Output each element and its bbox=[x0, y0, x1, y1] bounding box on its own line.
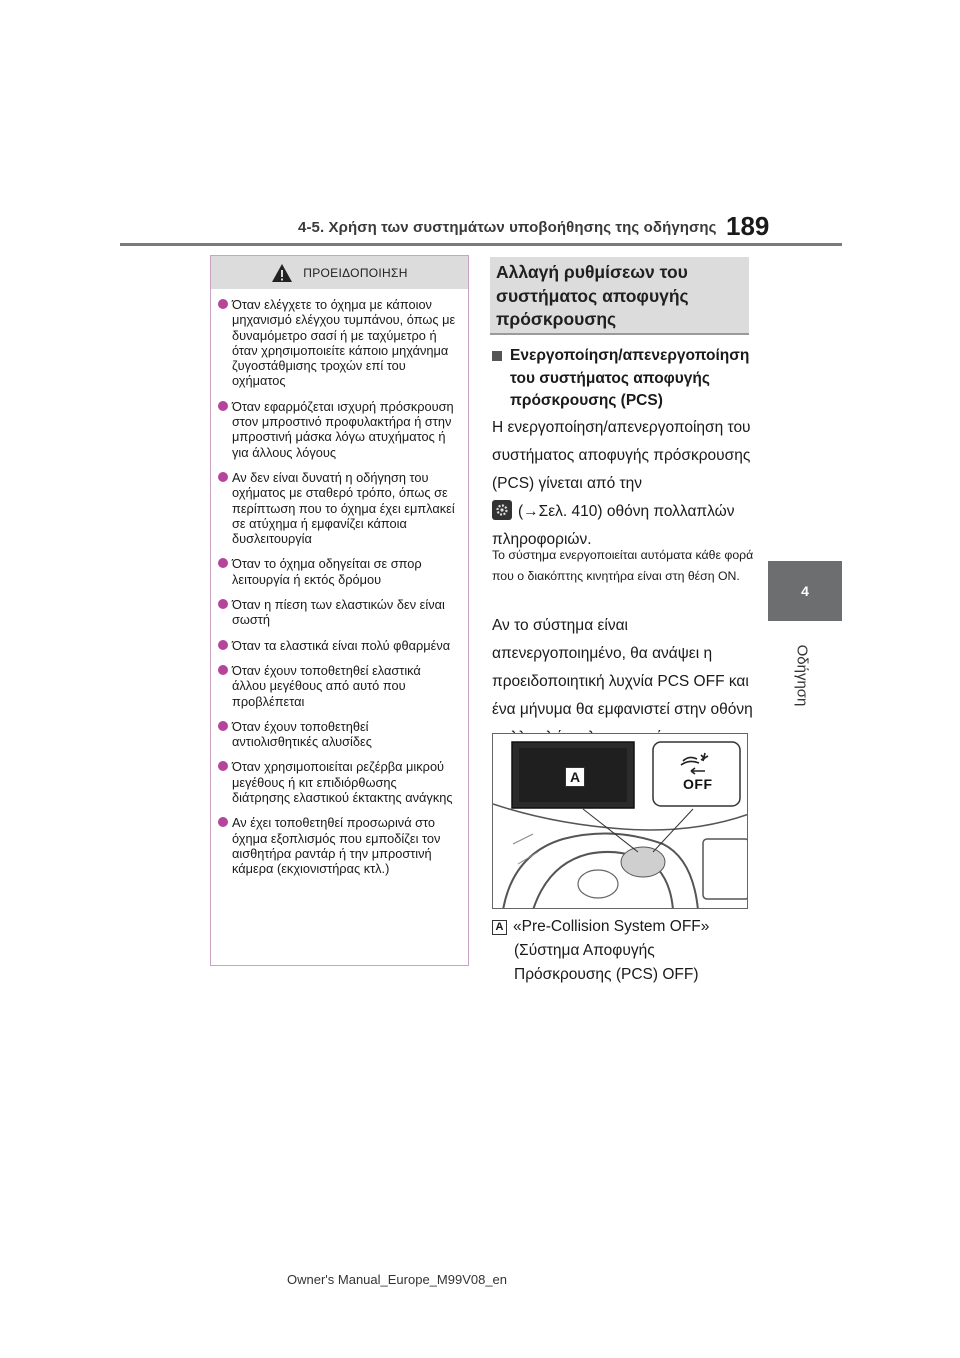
warning-list bbox=[211, 289, 468, 877]
bullet-icon bbox=[218, 599, 228, 609]
chapter-label bbox=[782, 630, 822, 720]
warning-item: Όταν έχουν τοποθετηθεί αντιολισθητικές αλυσίδες bbox=[218, 719, 458, 750]
warning-item: Όταν χρησιμοποιείται ρεζέρβα μικρού μεγέθους ή κιτ επιδιόρθωσης διάτρησης ελαστικού έκτακτης ανάγκης bbox=[218, 759, 458, 805]
subsection-title: Ενεργοποίηση/απενεργοποίηση του συστήματος αποφυγής πρόσκρουσης (PCS) bbox=[492, 345, 754, 413]
paragraph-1: Η ενεργοποίηση/απενεργοποίηση του συστήματος αποφυγής πρόσκρουσης (PCS) γίνεται από την (→Σελ. 410) οθόνη πολλαπλών πληροφοριών. bbox=[492, 419, 751, 548]
note-text: Το σύστημα ενεργοποιείται αυτόματα κάθε φορά που ο διακόπτης κινητήρα είναι στη θέση ON. bbox=[492, 548, 754, 583]
section-title: Αλλαγή ρυθμίσεων του συστήματος αποφυγής πρόσκρουσης bbox=[490, 257, 749, 335]
pcs-off-indicator-text: OFF bbox=[683, 776, 713, 792]
warning-item: Όταν έχουν τοποθετηθεί ελαστικά άλλου μεγέθους από αυτό που προβλέπεται bbox=[218, 663, 458, 709]
bullet-icon bbox=[218, 472, 228, 482]
bullet-icon bbox=[218, 721, 228, 731]
paragraph-2: Αν το σύστημα είναι απενεργοποιημένο, θα ανάψει η προειδοποιητική λυχνία PCS OFF και ένα μήνυμα θα εμφανιστεί στην οθόνη bbox=[492, 617, 753, 718]
header-rule bbox=[120, 243, 842, 246]
bullet-icon bbox=[218, 299, 228, 309]
settings-gear-icon bbox=[492, 500, 512, 520]
dashboard-drawing bbox=[493, 734, 748, 909]
warning-triangle-icon bbox=[271, 263, 293, 283]
page-number: 189 bbox=[726, 211, 770, 241]
warning-item: Όταν ελέγχετε το όχημα με κάποιον μηχανισμό ελέγχου τυμπάνου, όπως με δυναμόμετρο σασί ή με ταχύμετρο ή όταν χρησιμοποιείτε κάποιο μηχάνημα ζυγοστάθμισης τροχών επί του οχήματος bbox=[218, 297, 458, 389]
bullet-icon bbox=[218, 401, 228, 411]
bullet-icon bbox=[218, 761, 228, 771]
warning-box bbox=[210, 255, 469, 966]
warning-item: Όταν τα ελαστικά είναι πολύ φθαρμένα bbox=[218, 638, 458, 653]
warning-item: Όταν το όχημα οδηγείται σε σπορ λειτουργία ή εκτός δρόμου bbox=[218, 556, 458, 587]
header-title: 4-5. Χρήση των συστημάτων υποβοήθησης της οδήγησης bbox=[298, 219, 717, 236]
warning-header bbox=[211, 256, 468, 289]
bullet-icon bbox=[218, 817, 228, 827]
caption-label-a: A bbox=[492, 920, 507, 935]
bullet-icon bbox=[218, 640, 228, 650]
dashboard-illustration bbox=[492, 733, 748, 909]
warning-item: Αν έχει τοποθετηθεί προσωρινά στο όχημα εξοπλισμός που εμποδίζει τον αισθητήρα ραντάρ ή την μπροστινή κάμερα (εκχιονιστήρας κτλ.) bbox=[218, 815, 458, 876]
chapter-tab[interactable]: 4 bbox=[768, 561, 842, 621]
warning-item: Όταν η πίεση των ελαστικών δεν είναι σωστή bbox=[218, 597, 458, 628]
bullet-icon bbox=[218, 558, 228, 568]
bullet-icon bbox=[218, 665, 228, 675]
square-bullet-icon bbox=[492, 351, 502, 361]
figure-caption: A «Pre-Collision System OFF» (Σύστημα Αποφυγής Πρόσκρουσης (PCS) OFF) bbox=[492, 915, 754, 987]
chapter-label-text: Οδήγηση bbox=[793, 644, 811, 706]
warning-item: Όταν εφαρμόζεται ισχυρή πρόσκρουση στον μπροστινό προφυλακτήρα ή στην μπροστινή μάσκα λόγω ατυχήματος ή για άλλους λόγους bbox=[218, 399, 458, 460]
warning-item: Αν δεν είναι δυνατή η οδήγηση του οχήματος με σταθερό τρόπο, όπως σε περίπτωση που το όχημα έχει εμπλακεί σε ατύχημα ή εμφανίζει κάποια δυσλειτουργία bbox=[218, 470, 458, 546]
warning-title: ΠΡΟΕΙΔΟΠΟΙΗΣΗ bbox=[303, 265, 408, 280]
footer-text: Owner's Manual_Europe_M99V08_en bbox=[287, 1272, 508, 1287]
figure-label-a: A bbox=[565, 767, 585, 787]
